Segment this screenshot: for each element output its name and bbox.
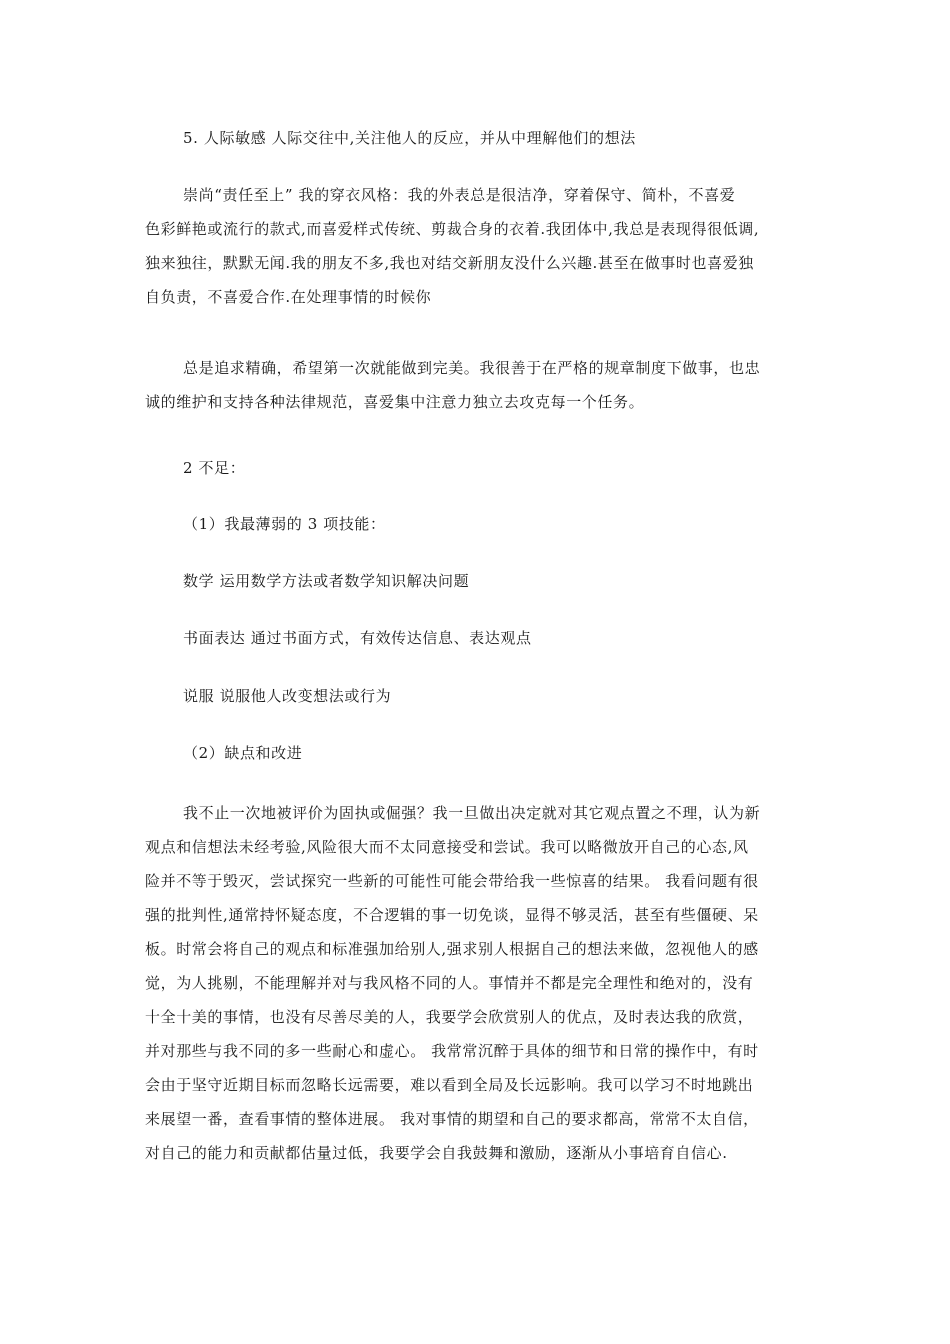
text-line: 来展望一番，查看事情的整体进展。 我对事情的期望和自己的要求都高，常常不太自信， <box>145 1110 759 1128</box>
paragraph-precision <box>145 351 810 419</box>
text-line: 对自己的能力和贡献都估量过低，我要学会自我鼓舞和激励，逐渐从小事培育自信心. <box>145 1144 728 1162</box>
text-line: 自负责，不喜爱合作.在处理事情的时候你 <box>145 288 432 306</box>
text-line: 色彩鲜艳或流行的款式,而喜爱样式传统、剪裁合身的衣着.我团体中,我总是表现得很低调, <box>145 220 760 238</box>
text-line: 总是追求精确，希望第一次就能做到完美。我很善于在严格的规章制度下做事，也忠 <box>183 359 761 377</box>
text-line: 说服 说服他人改变想法或行为 <box>183 687 392 705</box>
text-line: 板。时常会将自己的观点和标准强加给别人,强求别人根据自己的想法来做，忽视他人的感 <box>145 940 759 958</box>
skill-item-writing <box>183 621 813 655</box>
paragraph-interpersonal-sensitivity <box>183 121 813 155</box>
text-line: 十全十美的事情，也没有尽善尽美的人，我要学会欣赏别人的优点，及时表达我的欣赏， <box>145 1008 754 1026</box>
section-heading-shortcomings <box>183 451 813 485</box>
text-line: 诚的维护和支持各种法律规范，喜爱集中注意力独立去攻克每一个任务。 <box>145 393 645 411</box>
paragraph-faults <box>145 796 810 1170</box>
subheading-weakest-skills <box>183 507 813 541</box>
text-line: 强的批判性,通常持怀疑态度，不合逻辑的事一切免谈，显得不够灵活，甚至有些僵硬、呆 <box>145 906 759 924</box>
text-line: 2 不足： <box>183 459 246 477</box>
text-line: 并对那些与我不同的多一些耐心和虚心。 我常常沉醉于具体的细节和日常的操作中，有时 <box>145 1042 759 1060</box>
text-line: （1）我最薄弱的 3 项技能： <box>183 515 386 533</box>
subheading-faults-improvement <box>183 736 813 770</box>
skill-item-math <box>183 564 813 598</box>
text-line: 观点和信想法未经考验,风险很大而不太同意接受和尝试。我可以略微放开自己的心态,风 <box>145 838 749 856</box>
text-line: 我不止一次地被评价为固执或倔强？我一旦做出决定就对其它观点置之不理，认为新 <box>183 804 761 822</box>
text-line: 独来独往，默默无闻.我的朋友不多,我也对结交新朋友没什么兴趣.甚至在做事时也喜爱独 <box>145 254 754 272</box>
text-line: 会由于坚守近期目标而忽略长远需要，难以看到全局及长远影响。我可以学习不时地跳出 <box>145 1076 754 1094</box>
text-line: 险并不等于毁灭，尝试探究一些新的可能性可能会带给我一些惊喜的结果。 我看问题有很 <box>145 872 759 890</box>
text-line: 书面表达 通过书面方式，有效传达信息、表达观点 <box>183 629 532 647</box>
paragraph-clothing-style <box>145 178 810 314</box>
text-line: 觉，为人挑剔，不能理解并对与我风格不同的人。事情并不都是完全理性和绝对的，没有 <box>145 974 754 992</box>
skill-item-persuasion <box>183 679 813 713</box>
text-line: 崇尚“责任至上” 我的穿衣风格：我的外表总是很洁净，穿着保守、简朴，不喜爱 <box>183 186 736 204</box>
text-line: 数学 运用数学方法或者数学知识解决问题 <box>183 572 470 590</box>
text-line: （2）缺点和改进 <box>183 744 303 762</box>
text-line: 5. 人际敏感 人际交往中,关注他人的反应，并从中理解他们的想法 <box>183 129 636 147</box>
